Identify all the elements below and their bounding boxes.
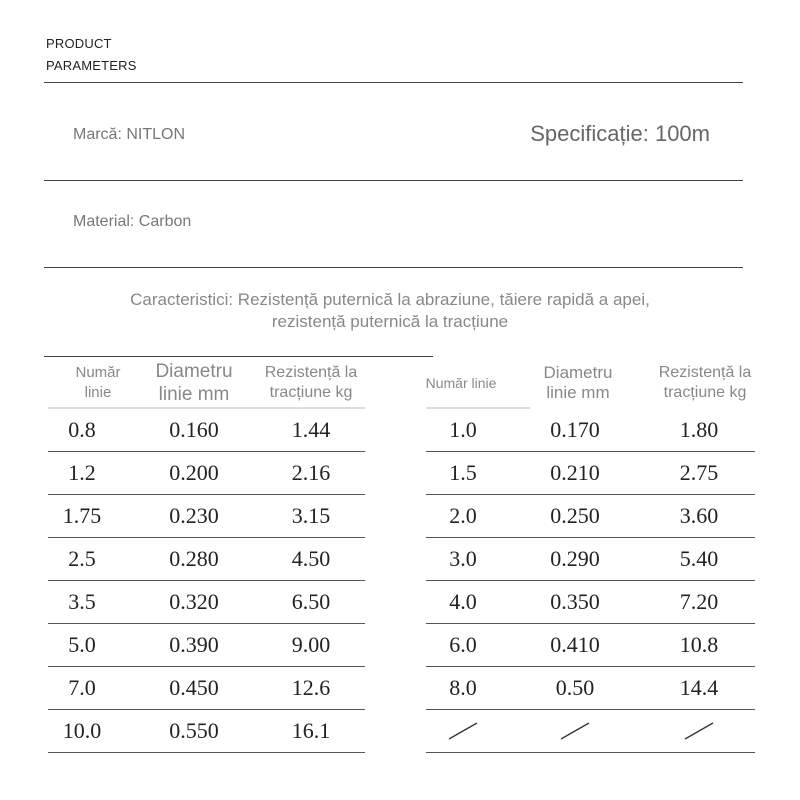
- divider: [44, 180, 743, 181]
- table-row: [48, 710, 365, 753]
- table-row: [426, 667, 755, 710]
- cell-str: 14.4: [679, 675, 719, 700]
- table-row: [426, 495, 755, 538]
- table-row: [426, 409, 755, 452]
- cell-str: 3.60: [679, 503, 719, 528]
- cell-dia: 0.170: [550, 417, 600, 442]
- header-strength: Rezistență la tracțiune kg: [658, 364, 752, 401]
- cell-dia: 0.290: [550, 546, 600, 571]
- features-line-1: Caracteristici: Rezistență puternică la abraziune, tăiere rapidă a apei,: [130, 290, 650, 309]
- header-strength: Rezistență la tracțiune kg: [264, 364, 358, 401]
- table-row: [48, 581, 365, 624]
- cell-num: 5.0: [68, 632, 96, 657]
- table-row: [426, 452, 755, 495]
- slash-icon: [520, 710, 630, 752]
- table-header: [48, 357, 365, 409]
- header-line-number: Număr linie: [75, 364, 121, 401]
- table-row: [48, 624, 365, 667]
- heading-line-2: PARAMETERS: [46, 58, 137, 73]
- cell-num: 4.0: [449, 589, 477, 614]
- cell-str: 4.50: [291, 546, 331, 571]
- cell-dia: 0.410: [550, 632, 600, 657]
- table-row: [426, 624, 755, 667]
- cell-num: 1.5: [449, 460, 477, 485]
- cell-str: 5.40: [679, 546, 719, 571]
- cell-num: 1.0: [449, 417, 477, 442]
- material-text: Material: Carbon: [73, 213, 192, 230]
- table-row: [48, 409, 365, 452]
- cell-str: 1.80: [679, 417, 719, 442]
- table-row: [48, 538, 365, 581]
- cell-dia: 0.50: [555, 675, 595, 700]
- cell-dia: 0.160: [169, 417, 219, 442]
- cell-num: 2.5: [68, 546, 96, 571]
- cell-str: 6.50: [291, 589, 331, 614]
- cell-num: 3.0: [449, 546, 477, 571]
- slash-icon: [426, 710, 500, 752]
- cell-str: 12.6: [291, 675, 331, 700]
- cell-num: 7.0: [68, 675, 96, 700]
- cell-dia: 0.200: [169, 460, 219, 485]
- table-row: [426, 538, 755, 581]
- section-heading: [46, 33, 137, 77]
- table-row: [48, 667, 365, 710]
- cell-dia: 0.350: [550, 589, 600, 614]
- params-table-left: [48, 357, 365, 753]
- cell-str: 3.15: [291, 503, 331, 528]
- cell-num: 2.0: [449, 503, 477, 528]
- header-line-number: Număr linie: [425, 375, 497, 391]
- divider: [44, 82, 743, 83]
- table-header: [426, 357, 755, 409]
- table-row: [426, 710, 755, 753]
- spec-text: Specificație: 100m: [530, 121, 710, 146]
- cell-dia: 0.550: [169, 718, 219, 743]
- cell-str: 9.00: [291, 632, 331, 657]
- cell-num: 10.0: [62, 718, 102, 743]
- features-text: [60, 289, 720, 333]
- cell-num: 8.0: [449, 675, 477, 700]
- cell-dia: 0.280: [169, 546, 219, 571]
- features-line-2: rezistență puternică la tracțiune: [271, 312, 509, 331]
- cell-num: 1.2: [68, 460, 96, 485]
- cell-num: 0.8: [68, 417, 96, 442]
- table-row: [426, 581, 755, 624]
- cell-dia: 0.450: [169, 675, 219, 700]
- cell-dia: 0.230: [169, 503, 219, 528]
- cell-num: 1.75: [62, 503, 102, 528]
- cell-dia: 0.320: [169, 589, 219, 614]
- heading-line-1: PRODUCT: [46, 36, 112, 51]
- cell-str: 2.16: [291, 460, 331, 485]
- cell-str: 1.44: [291, 417, 331, 442]
- header-diameter: Diametru linie mm: [155, 361, 233, 405]
- params-table-right: [426, 357, 755, 753]
- header-diameter: Diametru linie mm: [543, 363, 613, 402]
- cell-str: 16.1: [291, 718, 331, 743]
- brand-text: Marcă: NITLON: [73, 126, 186, 143]
- cell-num: 3.5: [68, 589, 96, 614]
- cell-num: 6.0: [449, 632, 477, 657]
- cell-str: 7.20: [679, 589, 719, 614]
- cell-str: 10.8: [679, 632, 719, 657]
- table-row: [48, 495, 365, 538]
- table-row: [48, 452, 365, 495]
- cell-dia: 0.250: [550, 503, 600, 528]
- divider: [44, 267, 743, 268]
- cell-str: 2.75: [679, 460, 719, 485]
- slash-icon: [644, 710, 754, 752]
- cell-dia: 0.390: [169, 632, 219, 657]
- cell-dia: 0.210: [550, 460, 600, 485]
